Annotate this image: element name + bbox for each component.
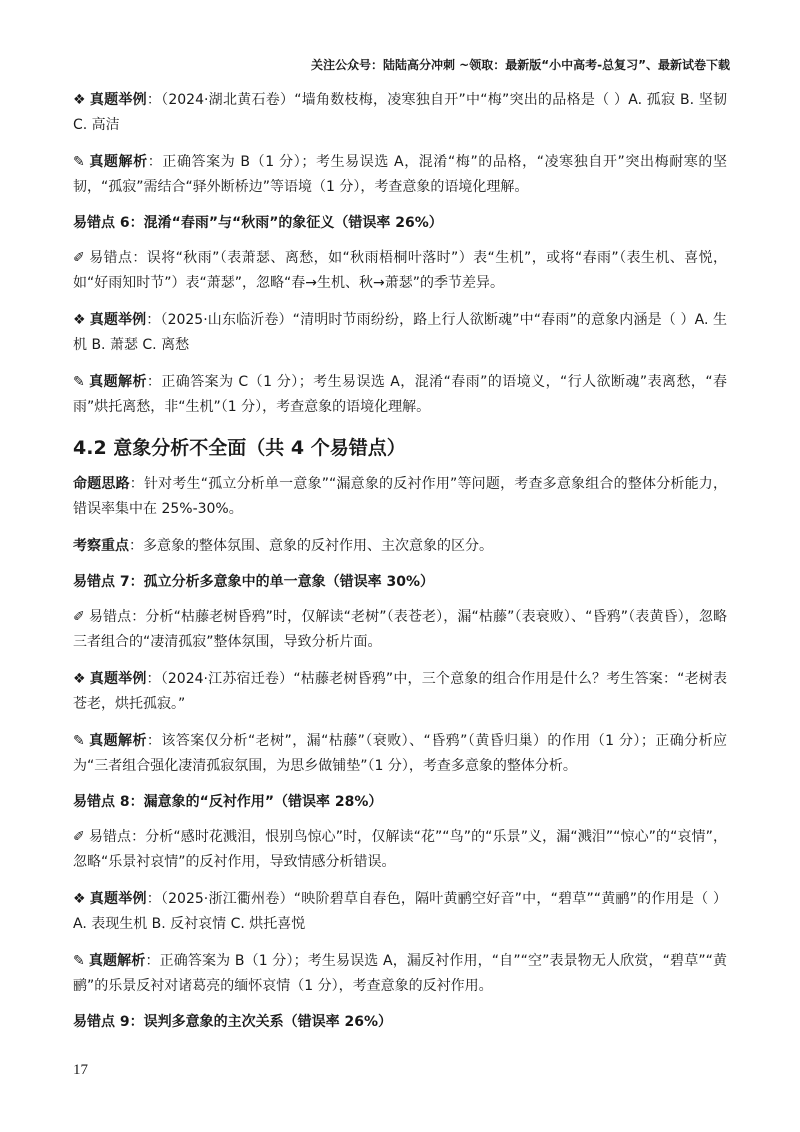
proposition-paragraph	[73, 472, 727, 522]
crayon-icon: ✐	[73, 609, 85, 625]
paragraph-lead: 考察重点	[73, 538, 129, 554]
diamond-icon: ❖	[73, 312, 86, 328]
diamond-icon: ❖	[73, 891, 86, 907]
paragraph-lead: 真题解析	[88, 374, 147, 390]
analysis-paragraph	[73, 370, 727, 420]
pencil-icon: ✎	[73, 374, 85, 390]
analysis-paragraph	[73, 150, 727, 200]
paragraph-text: ：针对考生“孤立分析单一意象”“漏意象的反衬作用”等问题，考查多意象组合的整体分析能力，错误率集中在 25%-30%。	[73, 476, 727, 517]
paragraph-lead: 命题思路	[73, 476, 130, 492]
paragraph-text: ：（2024·湖北黄石卷）“墙角数枝梅，凌寒独自开”中“梅”突出的品格是（ ）A. 孤寂 B. 坚韧 C. 高洁	[73, 92, 728, 133]
error-point-heading: 易错点 9：误判多意象的主次关系（错误率 26%）	[73, 1014, 392, 1030]
paragraph-text: 易错点：分析“感时花溅泪，恨别鸟惊心”时，仅解读“花”“鸟”的“乐景”义，漏“溅泪”“惊心”的“哀情”，忽略“乐景衬哀情”的反衬作用，导致情感分析错误。	[73, 829, 727, 870]
paragraph-lead: 真题解析	[88, 953, 146, 969]
paragraph-text: ：（2025·山东临沂卷）“清明时节雨纷纷，路上行人欲断魂”中“春雨”的意象内涵是（ ）A. 生机 B. 萧瑟 C. 离愁	[73, 312, 727, 353]
pencil-icon: ✎	[73, 733, 85, 749]
page-number: 17	[73, 1062, 88, 1078]
paragraph-text: ：多意象的整体氛围、意象的反衬作用、主次意象的区分。	[129, 538, 493, 554]
paragraph-text: ：该答案仅分析“老树”，漏“枯藤”（衰败）、“昏鸦”（黄昏归巢）的作用（1 分）；正确分析应为“三者组合强化凄清孤寂氛围，为思乡做铺垫”（1 分），考查多意象的整体分析。	[73, 733, 728, 774]
pencil-icon: ✎	[73, 953, 85, 969]
page-header: 关注公众号：陆陆高分冲刺 ~领取：最新版“小中高考-总复习”、最新试卷下载	[311, 58, 730, 72]
crayon-icon: ✐	[73, 829, 85, 845]
error-point-heading: 易错点 8：漏意象的“反衬作用”（错误率 28%）	[73, 794, 383, 810]
paragraph-lead: 真题举例	[89, 92, 147, 108]
error-point-paragraph	[73, 825, 727, 875]
example-paragraph	[73, 308, 727, 358]
example-paragraph	[73, 667, 727, 717]
diamond-icon: ❖	[73, 92, 86, 108]
focus-paragraph	[73, 534, 727, 559]
paragraph-text: ：正确答案为 C（1 分）；考生易误选 A，混淆“春雨”的语境义，“行人欲断魂”表离愁，“春雨”烘托离愁，非“生机”（1 分），考查意象的语境化理解。	[73, 374, 728, 415]
paragraph-text: ：正确答案为 B（1 分）；考生易误选 A，漏反衬作用，“自”“空”表景物无人欣赏，“碧草”“黄鹂”的乐景反衬对诸葛亮的缅怀哀情（1 分），考查意象的反衬作用。	[73, 953, 727, 994]
error-point-heading: 易错点 6：混淆“春雨”与“秋雨”的象征义（错误率 26%）	[73, 215, 443, 231]
paragraph-text: 易错点：分析“枯藤老树昏鸦”时，仅解读“老树”（表苍老），漏“枯藤”（表衰败）、“昏鸦”（表黄昏），忽略三者组合的“凄清孤寂”整体氛围，导致分析片面。	[73, 609, 727, 650]
crayon-icon: ✐	[73, 250, 85, 266]
paragraph-text: ：（2025·浙江衢州卷）“映阶碧草自春色，隔叶黄鹂空好音”中，“碧草”“黄鹂”的作用是（ ）A. 表现生机 B. 反衬哀情 C. 烘托喜悦	[73, 891, 727, 932]
section-heading: 4.2 意象分析不全面（共 4 个易错点）	[73, 437, 406, 459]
paragraph-text: ：（2024·江苏宿迁卷）“枯藤老树昏鸦”中，三个意象的组合作用是什么？考生答案：“老树表苍老，烘托孤寂。”	[73, 671, 727, 712]
analysis-paragraph	[73, 729, 727, 779]
example-paragraph	[73, 88, 727, 138]
paragraph-lead: 真题解析	[88, 154, 148, 170]
paragraph-text: ：正确答案为 B（1 分）；考生易误选 A，混淆“梅”的品格，“凌寒独自开”突出梅耐寒的坚韧，“孤寂”需结合“驿外断桥边”等语境（1 分），考查意象的语境化理解。	[73, 154, 728, 195]
error-point-heading: 易错点 7：孤立分析多意象中的单一意象（错误率 30%）	[73, 574, 434, 590]
paragraph-lead: 真题举例	[89, 312, 147, 328]
paragraph-text: 易错点：误将“秋雨”（表萧瑟、离愁，如“秋雨梧桐叶落时”）表“生机”，或将“春雨”（表生机、喜悦，如“好雨知时节”）表“萧瑟”，忽略“春→生机、秋→萧瑟”的季节差异。	[73, 250, 727, 291]
analysis-paragraph	[73, 949, 727, 999]
error-point-paragraph	[73, 246, 727, 296]
paragraph-lead: 真题解析	[88, 733, 147, 749]
diamond-icon: ❖	[73, 671, 86, 687]
pencil-icon: ✎	[73, 154, 85, 170]
main-content	[73, 88, 727, 1045]
error-point-paragraph	[73, 605, 727, 655]
paragraph-lead: 真题举例	[89, 671, 147, 687]
example-paragraph	[73, 887, 727, 937]
paragraph-lead: 真题举例	[89, 891, 147, 907]
